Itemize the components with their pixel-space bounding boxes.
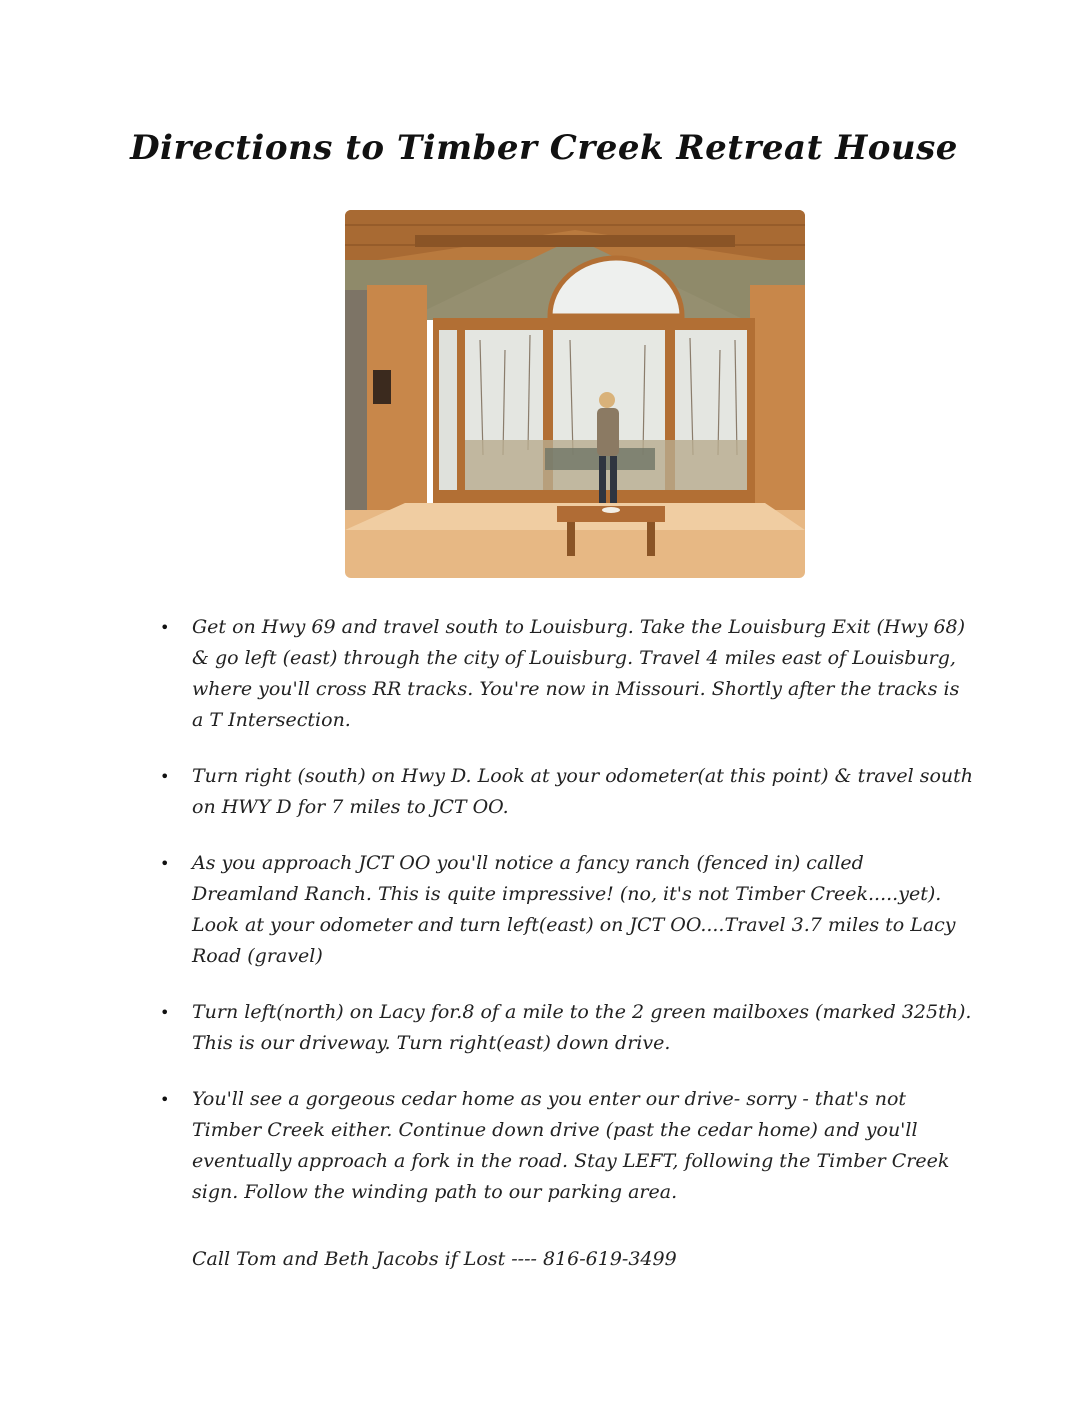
direction-step-text: Turn right (south) on Hwy D. Look at your odometer(at this point) & travel south on HWY D for 7 miles to JCT OO. [192, 765, 974, 818]
list-item [155, 761, 975, 823]
bullet-icon: • [160, 767, 170, 786]
direction-step-text: You'll see a gorgeous cedar home as you enter our drive- sorry - that's not Timber Creek either. Continue down drive (past the cedar home) and you'll eventually approach a fork in the road. Stay LEFT, following the Timber Creek sign. Follow the winding path to our parking area. [192, 1088, 950, 1203]
list-item [155, 1084, 975, 1208]
directions-list [155, 612, 975, 1233]
list-item [155, 612, 975, 736]
direction-step-text: Turn left(north) on Lacy for.8 of a mile to the 2 green mailboxes (marked 325th). This is our driveway. Turn right(east) down drive. [192, 1001, 972, 1054]
direction-step-text: Get on Hwy 69 and travel south to Louisburg. Take the Louisburg Exit (Hwy 68) & go left (east) through the city of Louisburg. Travel 4 miles east of Louisburg, where you'll cross RR tracks. You're now in Missouri. Shortly after the tracks is a T Intersection. [192, 616, 966, 731]
bullet-icon: • [160, 1090, 170, 1109]
contact-line: Call Tom and Beth Jacobs if Lost ---- 816-619-3499 [192, 1248, 677, 1270]
bullet-icon: • [160, 1003, 170, 1022]
list-item [155, 997, 975, 1059]
retreat-house-interior-photo [345, 210, 805, 578]
direction-step-text: As you approach JCT OO you'll notice a fancy ranch (fenced in) called Dreamland Ranch. This is quite impressive! (no, it's not Timber Creek.....yet). Look at your odometer and turn left(east) on JCT OO....Travel 3.7 miles to Lacy Road (gravel) [192, 852, 956, 967]
bullet-icon: • [160, 618, 170, 637]
list-item [155, 848, 975, 972]
bullet-icon: • [160, 854, 170, 873]
page-title: Directions to Timber Creek Retreat House [130, 128, 958, 168]
